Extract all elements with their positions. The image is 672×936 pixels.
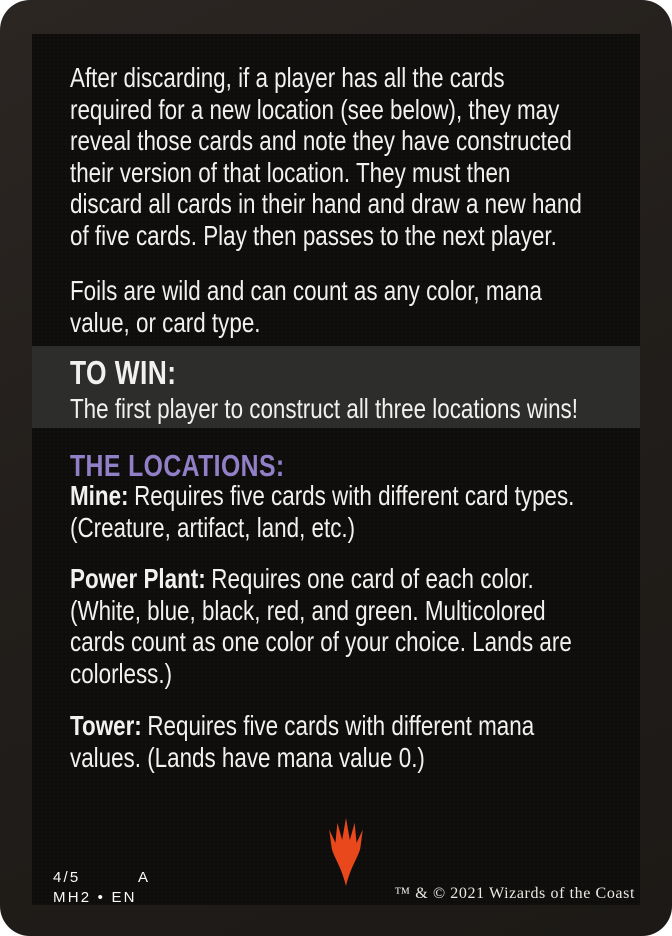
locations-heading: THE LOCATIONS:	[70, 448, 285, 483]
to-win-heading: TO WIN:	[70, 354, 177, 391]
card-face	[32, 34, 640, 905]
to-win-text: The first player to construct all three locations wins!	[70, 393, 578, 424]
to-win-section	[32, 346, 640, 428]
rules-text-line: (White, blue, black, red, and green. Multicolored	[70, 594, 546, 626]
set-code: MH2 • EN	[53, 889, 137, 905]
rules-text-line: After discarding, if a player has all the cards	[70, 62, 505, 93]
location-power-plant-label: Power Plant:	[70, 563, 206, 594]
rules-text-line: colorless.)	[70, 657, 173, 689]
collector-number: 4/5	[53, 869, 81, 886]
rules-text-line: their version of that location. They must then	[70, 156, 511, 188]
location-tower	[70, 710, 534, 773]
location-mine-label: Mine:	[70, 480, 129, 511]
rules-text-line: value, or card type.	[70, 306, 261, 338]
rules-text-line: of five cards. Play then passes to the next player.	[70, 219, 557, 251]
collector-info	[53, 868, 151, 905]
rules-text-line: values. (Lands have mana value 0.)	[70, 741, 425, 773]
rules-text-line: reveal those cards and note they have constructed	[70, 125, 572, 156]
rules-text-line: discard all cards in their hand and draw a new hand	[70, 188, 582, 219]
rules-paragraph-2	[70, 275, 542, 338]
location-power-plant	[70, 563, 572, 689]
rules-text-line: cards count as one color of your choice. Lands are	[70, 626, 572, 657]
copyright-notice: ™ & © 2021 Wizards of the Coast	[394, 885, 635, 902]
location-mine	[70, 480, 574, 543]
rules-text-line: Tower: Requires five cards with different mana	[70, 710, 535, 741]
rules-paragraph-1	[70, 62, 582, 251]
rules-text-line: Mine: Requires five cards with different card types.	[70, 480, 575, 511]
rules-text-line: Power Plant: Requires one card of each color.	[70, 563, 534, 594]
location-tower-label: Tower:	[70, 710, 142, 741]
rarity-letter: A	[138, 869, 151, 886]
rules-text-line: required for a new location (see below), they may	[70, 93, 560, 125]
planeswalker-icon	[322, 817, 370, 887]
rules-text-line: (Creature, artifact, land, etc.)	[70, 511, 356, 543]
rules-text-line: Foils are wild and can count as any color, mana	[70, 275, 542, 306]
